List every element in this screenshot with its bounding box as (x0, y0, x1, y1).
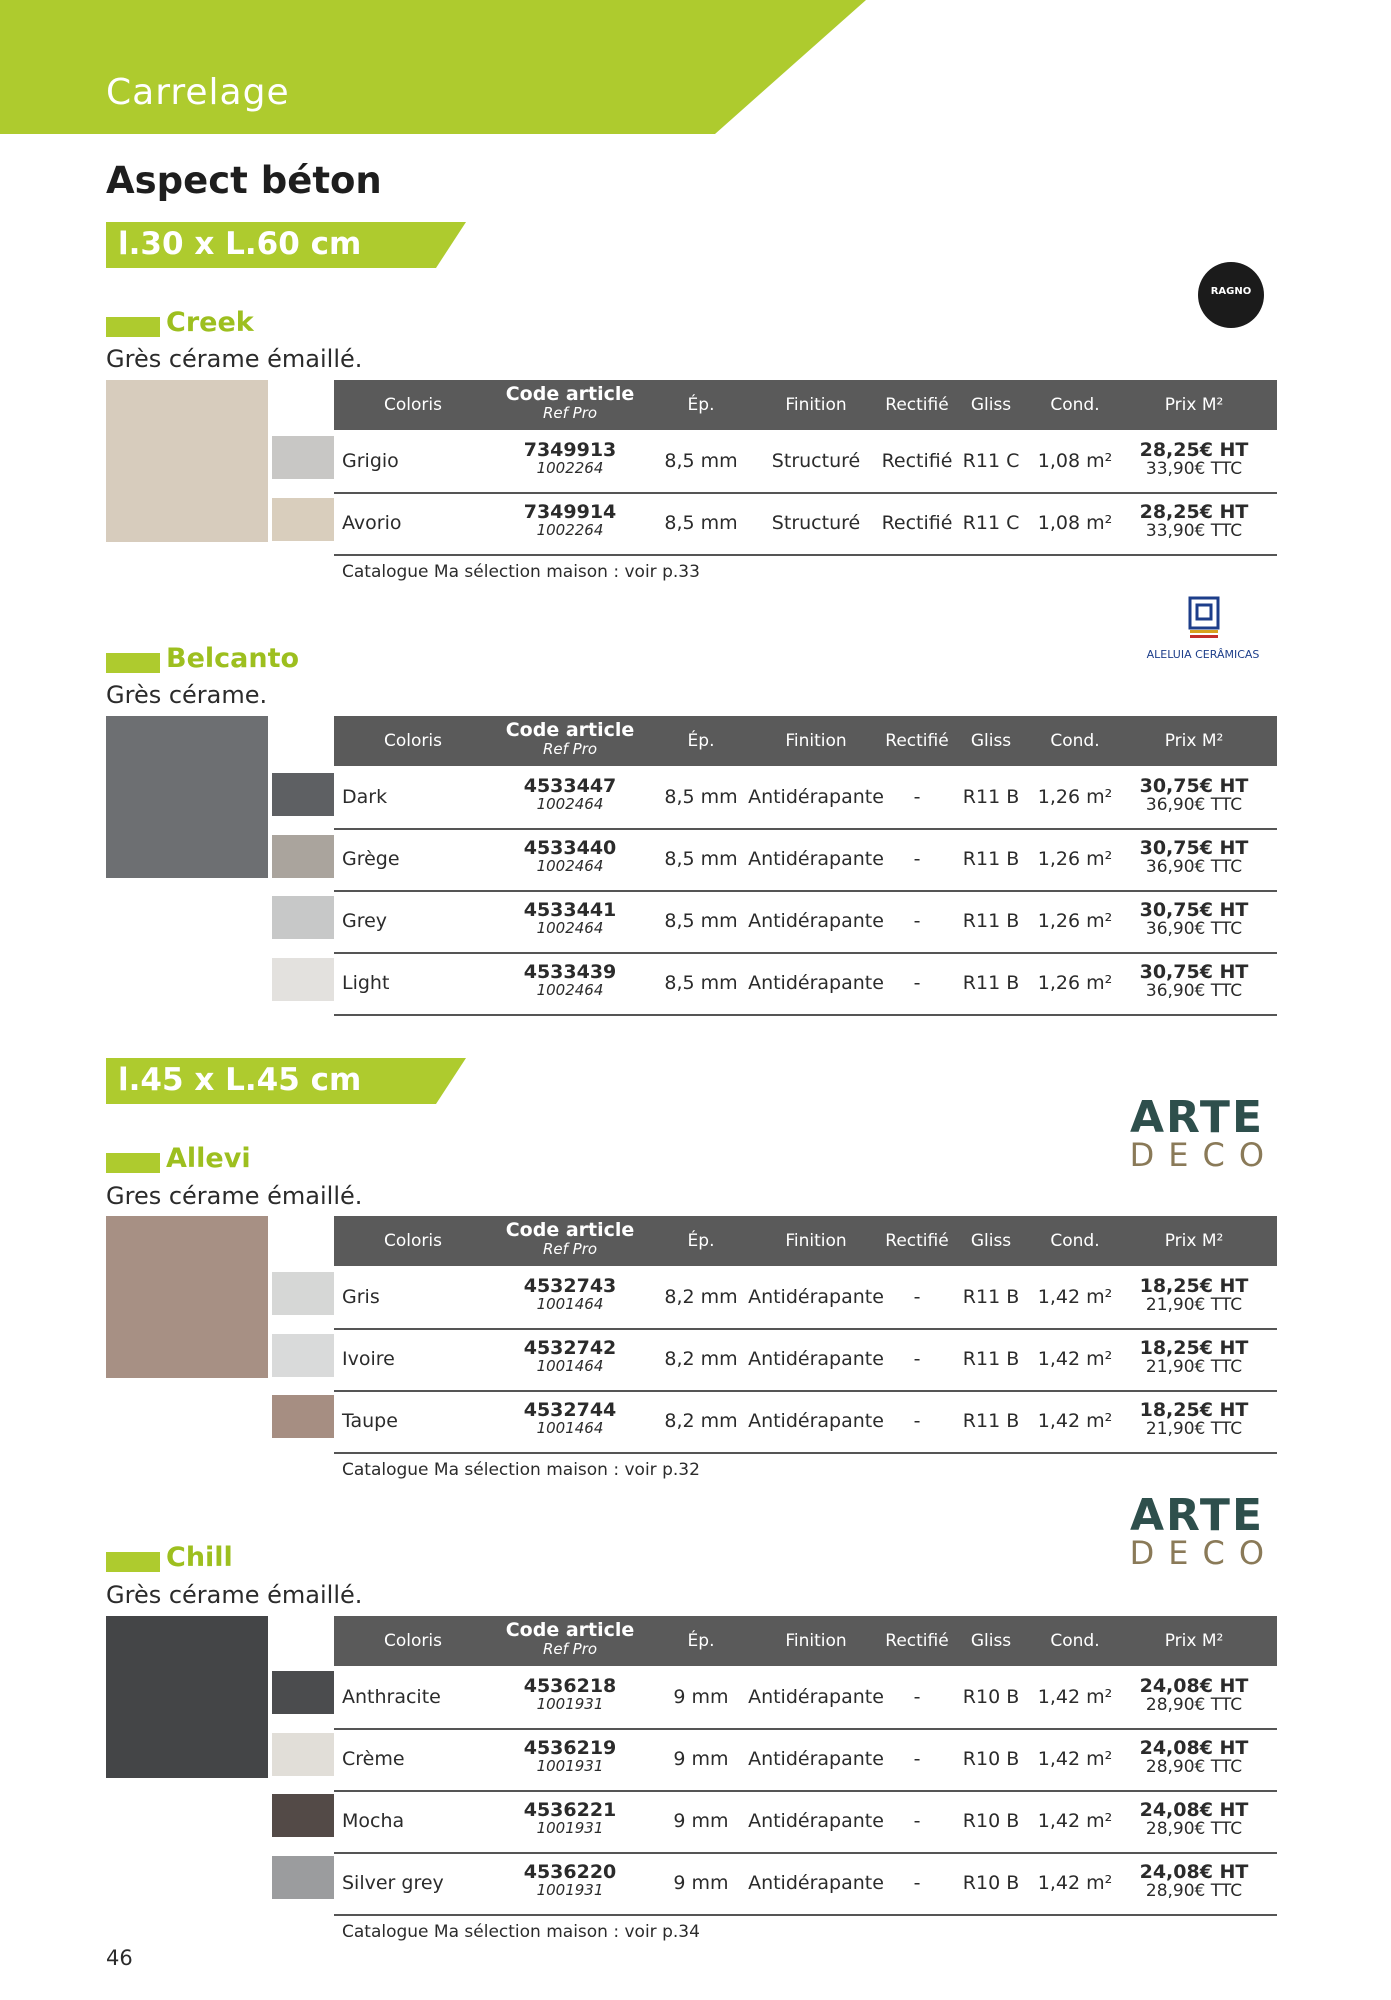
cell-coloris: Grège (342, 848, 400, 870)
cell-finition: Antidérapante (748, 1348, 884, 1370)
col-cond: Cond. (1050, 1231, 1100, 1251)
col-prix: Prix M² (1164, 1631, 1224, 1651)
col-cond: Cond. (1050, 731, 1100, 751)
cell-prix (1140, 776, 1249, 814)
cell-finition: Antidérapante (748, 1410, 884, 1432)
cell-coloris: Crème (342, 1748, 405, 1770)
cell-code (524, 1862, 617, 1898)
table-header (334, 1616, 1277, 1666)
cell-code (524, 1800, 617, 1836)
product-name: Creek (166, 307, 254, 338)
price-ttc: 28,90€ TTC (1145, 1881, 1243, 1901)
cell-coloris: Light (342, 972, 390, 994)
price-ttc: 28,90€ TTC (1145, 1695, 1243, 1715)
cell-finition: Antidérapante (748, 1872, 884, 1894)
cell-cond: 1,26 m² (1037, 786, 1113, 808)
cell-code (524, 502, 617, 538)
cell-gliss: R11 B (962, 910, 1020, 932)
size-label: l.30 x L.60 cm (118, 226, 362, 262)
cell-cond: 1,08 m² (1037, 512, 1113, 534)
col-ref-label: Ref Pro (542, 740, 598, 758)
col-code (506, 1219, 635, 1257)
cell-gliss: R11 B (962, 1286, 1020, 1308)
cell-cond: 1,42 m² (1037, 1348, 1113, 1370)
col-rectifie: Rectifié (885, 1231, 949, 1251)
cell-gliss: R11 B (962, 848, 1020, 870)
col-code-label: Code article (505, 383, 635, 405)
ref-pro: 1002264 (536, 521, 604, 539)
table-row (334, 1728, 1277, 1792)
cell-ep: 9 mm (673, 1686, 729, 1708)
aleluia-logo-text: ALELUIA CERÂMICAS (1146, 648, 1260, 661)
cell-rectifie: Rectifié (881, 450, 953, 472)
cell-ep: 8,2 mm (664, 1348, 738, 1370)
cell-code (524, 1676, 617, 1712)
ref-pro: 1001464 (536, 1419, 604, 1437)
swatch-silver-grey (272, 1856, 334, 1899)
product-name: Chill (166, 1542, 233, 1573)
col-rectifie: Rectifié (885, 1631, 949, 1651)
col-code (506, 719, 635, 757)
col-coloris: Coloris (384, 731, 442, 751)
col-ep: Ép. (687, 1631, 715, 1651)
cell-ep: 9 mm (673, 1748, 729, 1770)
cell-coloris: Avorio (342, 512, 402, 534)
table-row (334, 1790, 1277, 1854)
col-gliss: Gliss (970, 1231, 1012, 1251)
cell-finition: Antidérapante (748, 1286, 884, 1308)
aleluia-emblem-icon (1188, 596, 1220, 642)
cell-code (524, 1738, 617, 1774)
cell-finition: Structuré (771, 450, 861, 472)
article-code: 4536221 (523, 1799, 617, 1821)
col-coloris: Coloris (384, 1231, 442, 1251)
main-swatch (106, 1216, 268, 1378)
cell-cond: 1,08 m² (1037, 450, 1113, 472)
article-code: 4532742 (523, 1337, 617, 1359)
product-table (334, 716, 1277, 1014)
ref-pro: 1001931 (536, 1695, 604, 1713)
col-code-label: Code article (505, 1619, 635, 1641)
price-ttc: 36,90€ TTC (1145, 857, 1243, 877)
deco-logo-text: DECO (1129, 1136, 1278, 1174)
col-rectifie: Rectifié (885, 395, 949, 415)
cell-code (524, 838, 617, 874)
ref-pro: 1002464 (536, 919, 604, 937)
col-rectifie: Rectifié (885, 731, 949, 751)
cell-code (524, 440, 617, 476)
col-gliss: Gliss (970, 1631, 1012, 1651)
swatch-mocha (272, 1794, 334, 1837)
table-row (334, 828, 1277, 892)
col-prix: Prix M² (1164, 731, 1224, 751)
page-heading: Aspect béton (106, 159, 382, 202)
deco-logo-text: DECO (1129, 1534, 1278, 1572)
cell-cond: 1,26 m² (1037, 848, 1113, 870)
article-code: 4536220 (523, 1861, 617, 1883)
cell-rectifie: - (913, 1686, 921, 1708)
col-code (506, 383, 635, 421)
cell-rectifie: - (913, 848, 921, 870)
category-title: Carrelage (106, 72, 290, 113)
price-ttc: 36,90€ TTC (1145, 919, 1243, 939)
catalogue-note: Catalogue Ma sélection maison : voir p.32 (342, 1460, 700, 1480)
cell-rectifie: - (913, 1872, 921, 1894)
col-ep: Ép. (687, 731, 715, 751)
col-code (506, 1619, 635, 1657)
product-description: Grès cérame émaillé. (106, 1581, 363, 1609)
table-row (334, 1852, 1277, 1916)
col-ref-label: Ref Pro (542, 1240, 598, 1258)
cell-rectifie: - (913, 786, 921, 808)
swatch-ivoire (272, 1334, 334, 1377)
col-ep: Ép. (687, 1231, 715, 1251)
cell-prix (1140, 1862, 1249, 1900)
cell-gliss: R11 B (962, 786, 1020, 808)
cell-cond: 1,26 m² (1037, 910, 1113, 932)
table-row (334, 492, 1277, 556)
col-finition: Finition (785, 731, 847, 751)
cell-coloris: Gris (342, 1286, 380, 1308)
price-ttc: 21,90€ TTC (1145, 1357, 1243, 1377)
price-ht: 24,08€ HT (1139, 1737, 1249, 1759)
cell-finition: Antidérapante (748, 910, 884, 932)
col-ref-label: Ref Pro (542, 1640, 598, 1658)
price-ttc: 21,90€ TTC (1145, 1295, 1243, 1315)
swatch-grey (272, 896, 334, 939)
title-bar (106, 1153, 160, 1173)
col-code-label: Code article (505, 1219, 635, 1241)
arte-deco-logo (1129, 1490, 1278, 1572)
cell-rectifie: - (913, 1748, 921, 1770)
cell-code (524, 776, 617, 812)
swatch-avorio (272, 498, 334, 541)
cell-ep: 8,2 mm (664, 1410, 738, 1432)
ref-pro: 1002464 (536, 857, 604, 875)
price-ht: 30,75€ HT (1139, 775, 1249, 797)
cell-finition: Antidérapante (748, 848, 884, 870)
swatch-anthracite (272, 1671, 334, 1714)
col-coloris: Coloris (384, 395, 442, 415)
price-ttc: 28,90€ TTC (1145, 1819, 1243, 1839)
ref-pro: 1001464 (536, 1357, 604, 1375)
article-code: 4532744 (523, 1399, 617, 1421)
ref-pro: 1002264 (536, 459, 604, 477)
swatch-taupe (272, 1395, 334, 1438)
size-banner-45x45 (106, 1058, 476, 1104)
cell-rectifie: - (913, 1410, 921, 1432)
cell-code (524, 962, 617, 998)
price-ht: 30,75€ HT (1139, 961, 1249, 983)
cell-prix (1140, 1338, 1249, 1376)
article-code: 4533439 (523, 961, 617, 983)
product-name: Allevi (166, 1143, 251, 1174)
cell-coloris: Grigio (342, 450, 399, 472)
article-code: 4536218 (523, 1675, 617, 1697)
article-code: 4536219 (523, 1737, 617, 1759)
price-ht: 28,25€ HT (1139, 439, 1249, 461)
swatch-creme (272, 1733, 334, 1776)
price-ttc: 36,90€ TTC (1145, 795, 1243, 815)
cell-gliss: R11 C (962, 450, 1020, 472)
cell-code (524, 1400, 617, 1436)
price-ht: 18,25€ HT (1139, 1275, 1249, 1297)
swatch-light (272, 958, 334, 1001)
col-gliss: Gliss (970, 731, 1012, 751)
price-ht: 18,25€ HT (1139, 1399, 1249, 1421)
price-ht: 24,08€ HT (1139, 1861, 1249, 1883)
cell-gliss: R11 B (962, 972, 1020, 994)
table-header (334, 380, 1277, 430)
cell-finition: Antidérapante (748, 1748, 884, 1770)
price-ttc: 33,90€ TTC (1145, 459, 1243, 479)
cell-prix (1140, 962, 1249, 1000)
swatch-gris (272, 1272, 334, 1315)
title-bar (106, 653, 160, 673)
col-cond: Cond. (1050, 1631, 1100, 1651)
arte-logo-text: ARTE (1129, 1092, 1264, 1143)
cell-rectifie: - (913, 1810, 921, 1832)
table-row (334, 1266, 1277, 1330)
main-swatch (106, 380, 268, 542)
ref-pro: 1001931 (536, 1881, 604, 1899)
cell-cond: 1,42 m² (1037, 1410, 1113, 1432)
cell-ep: 9 mm (673, 1872, 729, 1894)
size-label: l.45 x L.45 cm (118, 1062, 362, 1098)
top-banner (0, 0, 1391, 134)
cell-ep: 8,5 mm (664, 450, 738, 472)
cell-rectifie: - (913, 972, 921, 994)
cell-finition: Structuré (771, 512, 861, 534)
ragno-logo-text: RAGNO (1210, 286, 1252, 297)
cell-finition: Antidérapante (748, 1810, 884, 1832)
cell-gliss: R10 B (962, 1748, 1020, 1770)
cell-cond: 1,42 m² (1037, 1286, 1113, 1308)
cell-gliss: R10 B (962, 1872, 1020, 1894)
col-code-label: Code article (505, 719, 635, 741)
price-ttc: 28,90€ TTC (1145, 1757, 1243, 1777)
col-ref-label: Ref Pro (542, 404, 598, 422)
product-description: Grès cérame émaillé. (106, 345, 363, 373)
article-code: 4533441 (523, 899, 617, 921)
cell-prix (1140, 502, 1249, 540)
article-code: 4532743 (523, 1275, 617, 1297)
col-gliss: Gliss (970, 395, 1012, 415)
cell-prix (1140, 1800, 1249, 1838)
cell-code (524, 1338, 617, 1374)
cell-coloris: Dark (342, 786, 388, 808)
article-code: 4533440 (523, 837, 617, 859)
table-header (334, 716, 1277, 766)
product-description: Grès cérame. (106, 681, 268, 709)
cell-rectifie: - (913, 1348, 921, 1370)
price-ht: 18,25€ HT (1139, 1337, 1249, 1359)
cell-prix (1140, 900, 1249, 938)
cell-finition: Antidérapante (748, 786, 884, 808)
price-ht: 30,75€ HT (1139, 837, 1249, 859)
product-table (334, 1616, 1277, 1914)
col-coloris: Coloris (384, 1631, 442, 1651)
main-swatch (106, 1616, 268, 1778)
cell-gliss: R11 B (962, 1410, 1020, 1432)
catalogue-note: Catalogue Ma sélection maison : voir p.33 (342, 562, 700, 582)
product-table (334, 380, 1277, 554)
cell-prix (1140, 1738, 1249, 1776)
table-row (334, 430, 1277, 494)
cell-coloris: Ivoire (342, 1348, 395, 1370)
article-code: 7349913 (523, 439, 617, 461)
cell-ep: 9 mm (673, 1810, 729, 1832)
cell-gliss: R10 B (962, 1686, 1020, 1708)
cell-code (524, 900, 617, 936)
price-ttc: 21,90€ TTC (1145, 1419, 1243, 1439)
cell-prix (1140, 440, 1249, 478)
table-header (334, 1216, 1277, 1266)
cell-gliss: R10 B (962, 1810, 1020, 1832)
catalogue-note: Catalogue Ma sélection maison : voir p.34 (342, 1922, 700, 1942)
cell-cond: 1,42 m² (1037, 1748, 1113, 1770)
table-row (334, 1390, 1277, 1454)
cell-finition: Antidérapante (748, 972, 884, 994)
cell-finition: Antidérapante (748, 1686, 884, 1708)
ref-pro: 1001931 (536, 1819, 604, 1837)
cell-ep: 8,2 mm (664, 1286, 738, 1308)
table-row (334, 1666, 1277, 1730)
swatch-grege (272, 835, 334, 878)
col-ep: Ép. (687, 395, 715, 415)
cell-cond: 1,42 m² (1037, 1686, 1113, 1708)
ref-pro: 1001464 (536, 1295, 604, 1313)
price-ttc: 33,90€ TTC (1145, 521, 1243, 541)
price-ttc: 36,90€ TTC (1145, 981, 1243, 1001)
cell-cond: 1,26 m² (1037, 972, 1113, 994)
cell-gliss: R11 B (962, 1348, 1020, 1370)
cell-cond: 1,42 m² (1037, 1872, 1113, 1894)
col-finition: Finition (785, 1631, 847, 1651)
cell-ep: 8,5 mm (664, 786, 738, 808)
price-ht: 24,08€ HT (1139, 1799, 1249, 1821)
col-cond: Cond. (1050, 395, 1100, 415)
price-ht: 30,75€ HT (1139, 899, 1249, 921)
title-bar (106, 317, 160, 337)
cell-prix (1140, 1676, 1249, 1714)
cell-prix (1140, 1400, 1249, 1438)
cell-prix (1140, 1276, 1249, 1314)
cell-rectifie: - (913, 910, 921, 932)
price-ht: 24,08€ HT (1139, 1675, 1249, 1697)
cell-code (524, 1276, 617, 1312)
cell-prix (1140, 838, 1249, 876)
table-row (334, 1328, 1277, 1392)
article-code: 4533447 (523, 775, 617, 797)
cell-coloris: Anthracite (342, 1686, 441, 1708)
main-swatch (106, 716, 268, 878)
arte-logo-text: ARTE (1129, 1490, 1264, 1541)
table-row (334, 952, 1277, 1016)
cell-coloris: Silver grey (342, 1872, 444, 1894)
product-name: Belcanto (166, 643, 300, 674)
cell-coloris: Taupe (342, 1410, 398, 1432)
aleluia-logo (1140, 596, 1266, 668)
col-prix: Prix M² (1164, 1231, 1224, 1251)
page-number: 46 (106, 1946, 133, 1970)
cell-rectifie: Rectifié (881, 512, 953, 534)
ref-pro: 1001931 (536, 1757, 604, 1775)
ragno-logo (1198, 262, 1264, 328)
cell-ep: 8,5 mm (664, 512, 738, 534)
col-finition: Finition (785, 395, 847, 415)
table-row (334, 766, 1277, 830)
cell-ep: 8,5 mm (664, 848, 738, 870)
ref-pro: 1002464 (536, 795, 604, 813)
cell-coloris: Mocha (342, 1810, 405, 1832)
col-prix: Prix M² (1164, 395, 1224, 415)
cell-ep: 8,5 mm (664, 910, 738, 932)
product-description: Gres cérame émaillé. (106, 1182, 363, 1210)
swatch-dark (272, 773, 334, 816)
ref-pro: 1002464 (536, 981, 604, 999)
title-bar (106, 1552, 160, 1572)
cell-rectifie: - (913, 1286, 921, 1308)
cell-cond: 1,42 m² (1037, 1810, 1113, 1832)
article-code: 7349914 (523, 501, 617, 523)
swatch-grigio (272, 436, 334, 479)
cell-gliss: R11 C (962, 512, 1020, 534)
price-ht: 28,25€ HT (1139, 501, 1249, 523)
table-row (334, 890, 1277, 954)
col-finition: Finition (785, 1231, 847, 1251)
cell-coloris: Grey (342, 910, 388, 932)
size-banner-30x60 (106, 222, 476, 268)
product-table (334, 1216, 1277, 1452)
arte-deco-logo (1129, 1092, 1278, 1174)
cell-ep: 8,5 mm (664, 972, 738, 994)
